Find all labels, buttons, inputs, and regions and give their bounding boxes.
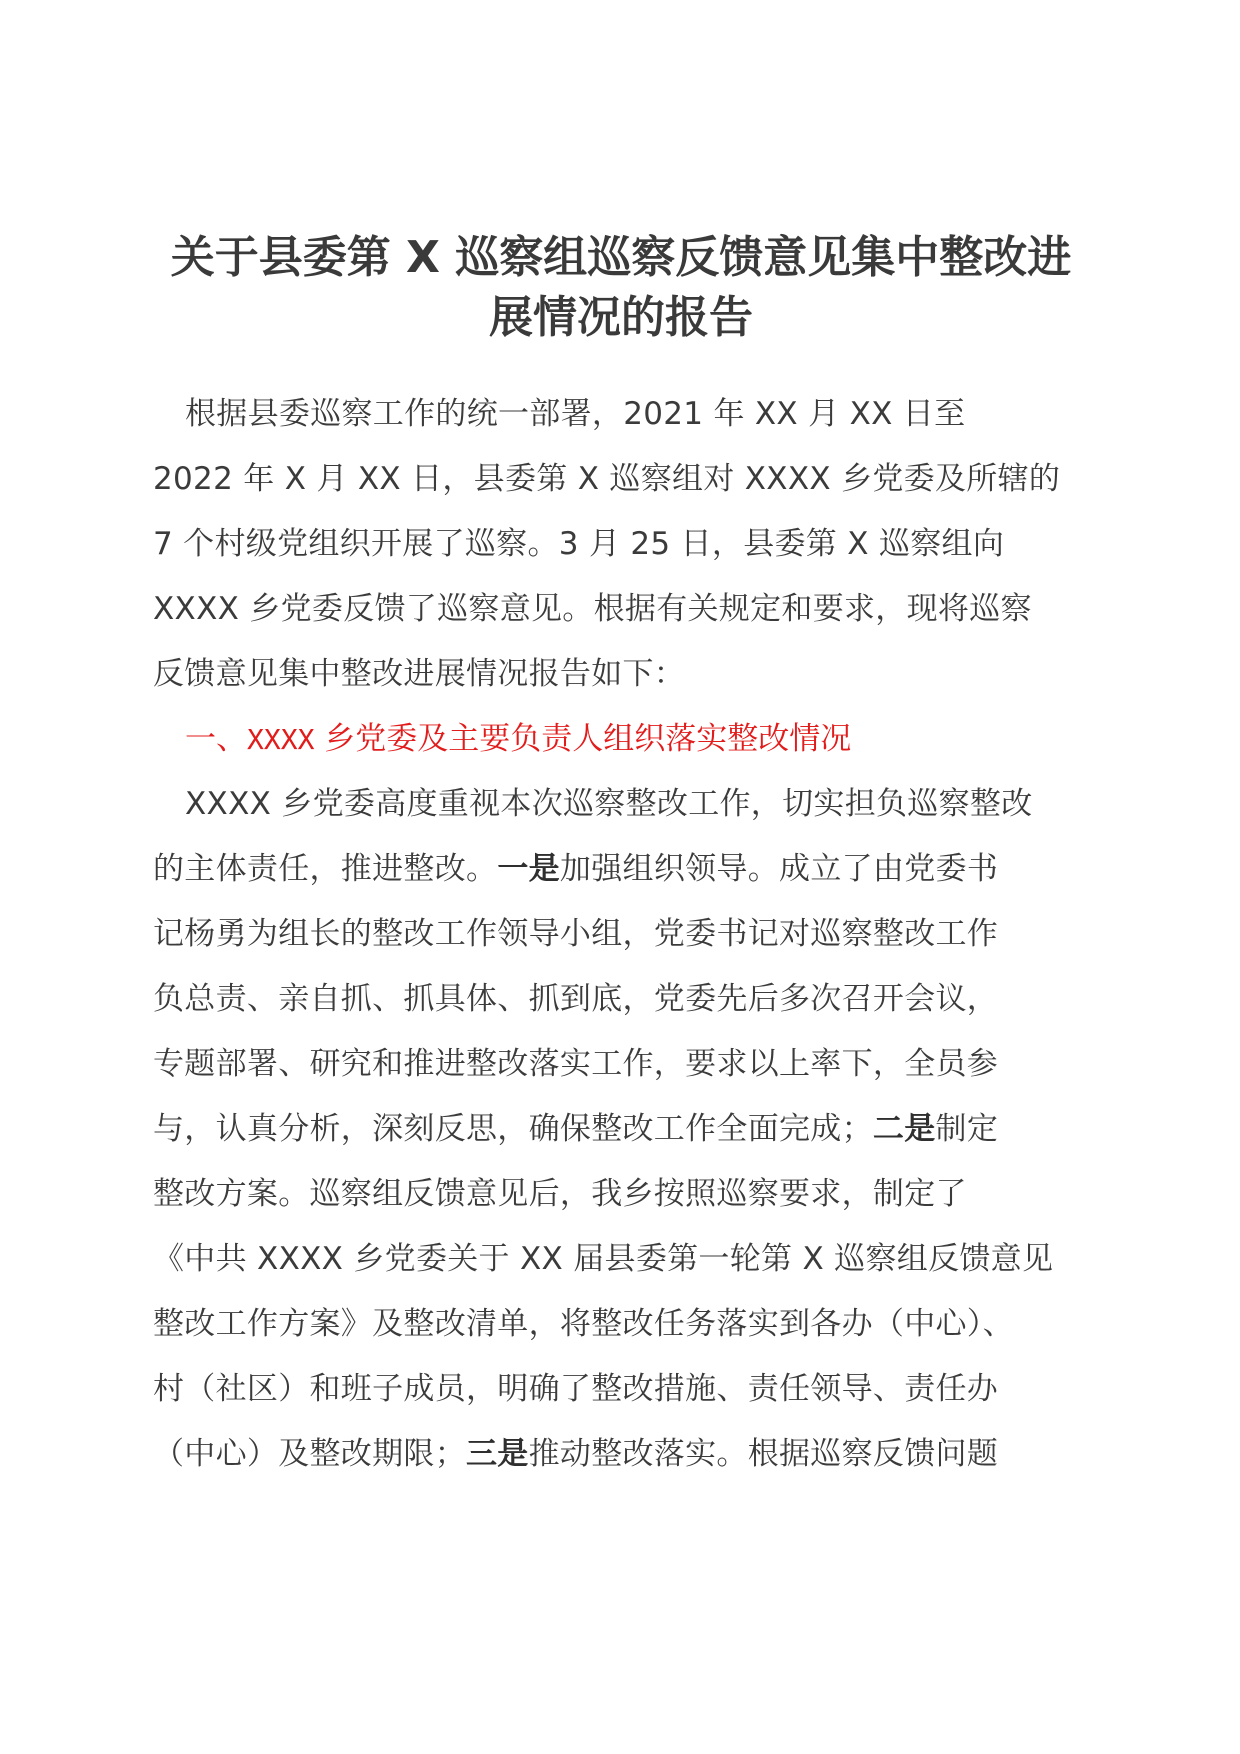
section-1-paragraph — [153, 772, 1089, 1487]
report-title-line-1: 关于县委第 X 巡察组巡察反馈意见集中整改进 — [170, 232, 1072, 283]
intro-paragraph — [153, 382, 1089, 707]
section-heading-text: 乡党委及主要负责人组织落实整改情况 — [314, 721, 852, 757]
body-line-11 — [153, 1422, 1089, 1487]
intro-line-3: 7 个村级党组织开展了巡察。3 月 25 日，县委第 X 巡察组向 — [153, 526, 1005, 562]
body-text: 制定 — [935, 1111, 999, 1147]
body-text: 的主体责任，推进整改。 — [153, 851, 498, 887]
body-line-9: 整改工作方案》及整改清单，将整改任务落实到各办（中心）、 — [153, 1306, 1014, 1342]
intro-line-5: 反馈意见集中整改进展情况报告如下： — [153, 656, 686, 692]
report-title — [153, 228, 1089, 348]
body-line-4: 负总责、亲自抓、抓具体、抓到底，党委先后多次召开会议， — [153, 981, 999, 1017]
body-text: 加强组织领导。成立了由党委书 — [559, 851, 999, 887]
body-line-1: XXXX 乡党委高度重视本次巡察整改工作，切实担负巡察整改 — [185, 786, 1033, 822]
section-heading-1 — [153, 707, 1089, 772]
intro-line-1: 根据县委巡察工作的统一部署，2021 年 XX 月 XX 日至 — [185, 396, 966, 432]
body-line-6 — [153, 1097, 1089, 1162]
emphasis-first: 一是 — [497, 851, 560, 887]
emphasis-second: 二是 — [872, 1111, 936, 1147]
body-line-3: 记杨勇为组长的整改工作领导小组，党委书记对巡察整改工作 — [153, 916, 999, 952]
body-line-5: 专题部署、研究和推进整改落实工作，要求以上率下，全员参 — [153, 1046, 999, 1082]
body-line-2 — [153, 837, 1089, 902]
body-line-8: 《中共 XXXX 乡党委关于 XX 届县委第一轮第 X 巡察组反馈意见 — [153, 1241, 1054, 1277]
intro-line-2: 2022 年 X 月 XX 日，县委第 X 巡察组对 XXXX 乡党委及所辖的 — [153, 461, 1061, 497]
report-title-line-2: 展情况的报告 — [489, 292, 753, 343]
section-heading-prefix: 一、 — [185, 721, 247, 757]
body-text: 与，认真分析，深刻反思，确保整改工作全面完成； — [153, 1111, 873, 1147]
body-line-10: 村（社区）和班子成员，明确了整改措施、责任领导、责任办 — [153, 1371, 999, 1407]
document-body — [153, 228, 1089, 1487]
body-text: 推动整改落实。根据巡察反馈问题 — [528, 1436, 999, 1472]
section-heading-code: XXXX — [247, 723, 315, 756]
body-text: （中心）及整改期限； — [153, 1436, 466, 1472]
body-line-7: 整改方案。巡察组反馈意见后，我乡按照巡察要求，制定了 — [153, 1176, 967, 1212]
emphasis-third: 三是 — [466, 1436, 529, 1472]
intro-line-4: XXXX 乡党委反馈了巡察意见。根据有关规定和要求，现将巡察 — [153, 591, 1032, 627]
